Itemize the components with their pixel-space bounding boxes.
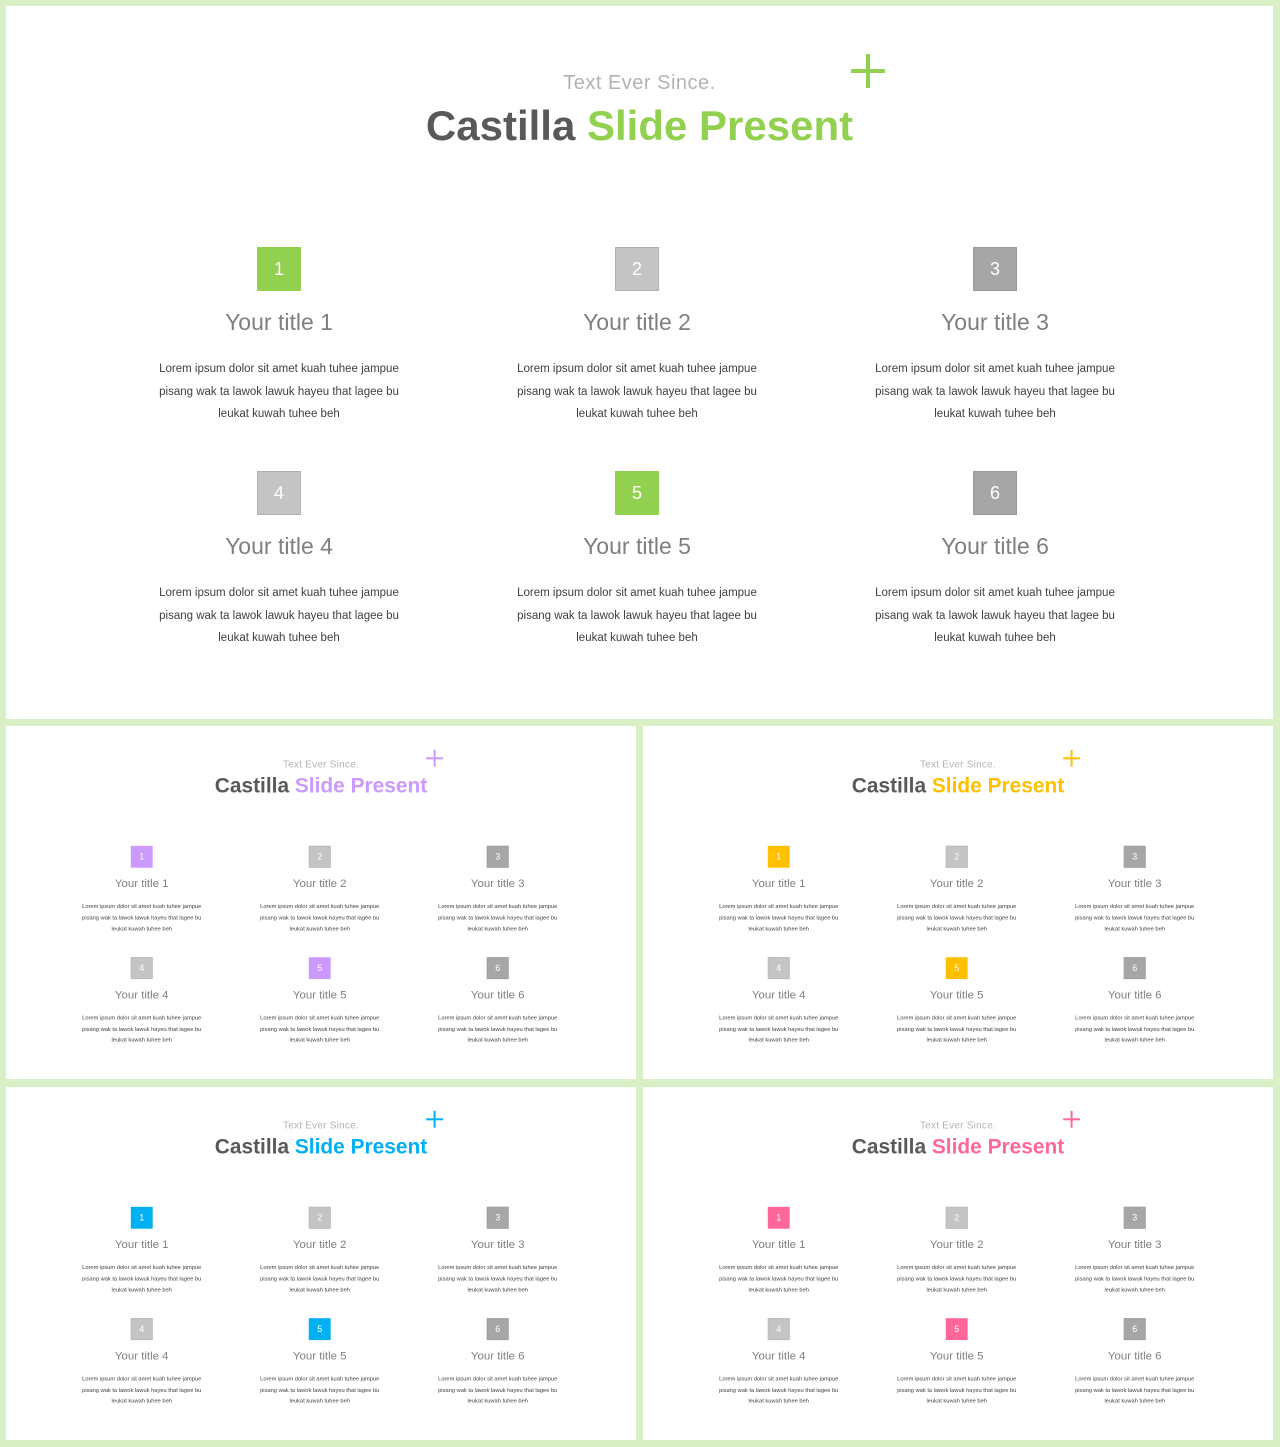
item-title: Your title 1 (114, 876, 169, 890)
item-4 (114, 471, 444, 650)
item-title: Your title 1 (114, 1237, 169, 1251)
item-title: Your title 6 (470, 988, 525, 1001)
number-box-1 (768, 846, 790, 868)
item-4 (60, 957, 224, 1046)
item-body: Lorem ipsum dolor sit amet kuah tuhee jampue pisang wak ta lawok lawuk hayeu that lagee bu leukat kuwah tuhee beh (517, 587, 757, 644)
item-title: Your title 4 (225, 533, 333, 559)
number-label: 5 (954, 1323, 960, 1334)
item-body: Lorem ipsum dolor sit amet kuah tuhee jampue pisang wak ta lawok lawuk hayeu that lagee bu leukat kuwah tuhee beh (260, 1014, 380, 1044)
number-label: 6 (989, 482, 1000, 503)
item-body: Lorem ipsum dolor sit amet kuah tuhee jampue pisang wak ta lawok lawuk hayeu that lagee bu leukat kuwah tuhee beh (875, 363, 1115, 420)
plus-icon (1063, 750, 1080, 767)
number-label: 4 (273, 482, 284, 503)
item-5 (875, 957, 1039, 1046)
number-box-3 (487, 1207, 509, 1229)
item-body: Lorem ipsum dolor sit amet kuah tuhee jampue pisang wak ta lawok lawuk hayeu that lagee bu leukat kuwah tuhee beh (897, 1264, 1017, 1293)
plus-icon (426, 1111, 443, 1128)
item-3 (416, 1207, 580, 1296)
item-title: Your title 1 (751, 876, 806, 890)
item-body: Lorem ipsum dolor sit amet kuah tuhee jampue pisang wak ta lawok lawuk hayeu that lagee bu leukat kuwah tuhee beh (517, 363, 757, 420)
item-body: Lorem ipsum dolor sit amet kuah tuhee jampue pisang wak ta lawok lawuk hayeu that lagee bu leukat kuwah tuhee beh (1075, 1375, 1195, 1405)
slide-subtitle: Text Ever Since. (920, 1119, 996, 1131)
slide-subtitle: Text Ever Since. (563, 72, 716, 94)
number-box-4 (131, 957, 153, 979)
number-box-4 (257, 471, 301, 515)
number-label: 1 (273, 258, 284, 279)
title-accent: Slide Present (931, 1134, 1065, 1159)
number-box-5 (309, 1318, 331, 1340)
number-box-1 (131, 1207, 153, 1229)
number-label: 6 (1132, 1323, 1138, 1334)
item-4 (60, 1318, 224, 1407)
number-box-6 (1124, 957, 1146, 979)
number-box-5 (309, 957, 331, 979)
number-box-2 (309, 846, 331, 868)
item-body: Lorem ipsum dolor sit amet kuah tuhee jampue pisang wak ta lawok lawuk hayeu that lagee bu leukat kuwah tuhee beh (897, 903, 1017, 932)
number-box-1 (768, 1207, 790, 1229)
item-2 (472, 247, 802, 426)
item-1 (60, 1207, 224, 1296)
number-box-5 (946, 1318, 968, 1340)
number-label: 6 (1132, 962, 1138, 973)
slide-subtitle: Text Ever Since. (283, 1119, 359, 1131)
item-title: Your title 2 (929, 876, 984, 890)
item-body: Lorem ipsum dolor sit amet kuah tuhee jampue pisang wak ta lawok lawuk hayeu that lagee bu leukat kuwah tuhee beh (159, 587, 399, 644)
number-label: 2 (317, 1212, 323, 1223)
number-label: 3 (989, 258, 1000, 279)
item-body: Lorem ipsum dolor sit amet kuah tuhee jampue pisang wak ta lawok lawuk hayeu that lagee bu leukat kuwah tuhee beh (719, 1264, 839, 1293)
title-main: Castilla (214, 773, 290, 798)
item-2 (238, 1207, 402, 1296)
number-box-3 (1124, 1207, 1146, 1229)
number-box-4 (768, 957, 790, 979)
item-1 (697, 846, 861, 935)
number-box-4 (768, 1318, 790, 1340)
item-title: Your title 6 (1107, 988, 1162, 1001)
title-main: Castilla (851, 1134, 927, 1159)
item-3 (1053, 846, 1217, 935)
item-5 (238, 957, 402, 1046)
number-box-1 (131, 846, 153, 868)
item-body: Lorem ipsum dolor sit amet kuah tuhee jampue pisang wak ta lawok lawuk hayeu that lagee bu leukat kuwah tuhee beh (719, 903, 839, 932)
item-title: Your title 3 (1107, 876, 1162, 890)
number-label: 5 (954, 962, 960, 973)
item-title: Your title 6 (470, 1349, 525, 1362)
number-box-6 (973, 471, 1017, 515)
slide-subtitle: Text Ever Since. (920, 758, 996, 770)
item-title: Your title 3 (470, 876, 525, 890)
item-body: Lorem ipsum dolor sit amet kuah tuhee jampue pisang wak ta lawok lawuk hayeu that lagee bu leukat kuwah tuhee beh (82, 1014, 202, 1044)
item-5 (238, 1318, 402, 1407)
item-body: Lorem ipsum dolor sit amet kuah tuhee jampue pisang wak ta lawok lawuk hayeu that lagee bu leukat kuwah tuhee beh (260, 903, 380, 932)
number-label: 5 (317, 962, 323, 973)
slide-title (6, 102, 1273, 150)
slide-subtitle: Text Ever Since. (283, 758, 359, 770)
item-title: Your title 5 (929, 1349, 984, 1362)
item-body: Lorem ipsum dolor sit amet kuah tuhee jampue pisang wak ta lawok lawuk hayeu that lagee bu leukat kuwah tuhee beh (260, 1264, 380, 1293)
number-label: 4 (776, 1323, 782, 1334)
number-box-2 (946, 1207, 968, 1229)
slide-title (6, 774, 636, 798)
slide-title (643, 1135, 1273, 1159)
number-label: 4 (776, 962, 782, 973)
item-5 (472, 471, 802, 650)
number-label: 4 (139, 1323, 145, 1334)
number-box-1 (257, 247, 301, 291)
slide-purple[interactable] (6, 726, 636, 1079)
item-body: Lorem ipsum dolor sit amet kuah tuhee jampue pisang wak ta lawok lawuk hayeu that lagee bu leukat kuwah tuhee beh (438, 1014, 558, 1044)
number-label: 3 (495, 1212, 501, 1223)
title-main: Castilla (214, 1134, 290, 1159)
number-box-3 (1124, 846, 1146, 868)
number-label: 1 (139, 1212, 145, 1223)
plus-icon (851, 54, 885, 88)
number-box-5 (615, 471, 659, 515)
number-label: 3 (1132, 851, 1138, 862)
item-body: Lorem ipsum dolor sit amet kuah tuhee jampue pisang wak ta lawok lawuk hayeu that lagee bu leukat kuwah tuhee beh (719, 1014, 839, 1044)
item-title: Your title 2 (292, 1237, 347, 1251)
item-title: Your title 6 (1107, 1349, 1162, 1362)
number-label: 6 (495, 1323, 501, 1334)
number-box-2 (309, 1207, 331, 1229)
number-label: 2 (631, 258, 642, 279)
title-accent: Slide Present (294, 1134, 428, 1159)
number-box-4 (131, 1318, 153, 1340)
item-title: Your title 3 (470, 1237, 525, 1251)
number-box-6 (1124, 1318, 1146, 1340)
item-title: Your title 3 (941, 309, 1049, 335)
item-body: Lorem ipsum dolor sit amet kuah tuhee jampue pisang wak ta lawok lawuk hayeu that lagee bu leukat kuwah tuhee beh (1075, 1014, 1195, 1044)
item-body: Lorem ipsum dolor sit amet kuah tuhee jampue pisang wak ta lawok lawuk hayeu that lagee bu leukat kuwah tuhee beh (260, 1375, 380, 1405)
item-body: Lorem ipsum dolor sit amet kuah tuhee jampue pisang wak ta lawok lawuk hayeu that lagee bu leukat kuwah tuhee beh (1075, 903, 1195, 932)
item-title: Your title 5 (292, 1349, 347, 1362)
item-body: Lorem ipsum dolor sit amet kuah tuhee jampue pisang wak ta lawok lawuk hayeu that lagee bu leukat kuwah tuhee beh (159, 363, 399, 420)
slide-pink[interactable] (643, 1087, 1273, 1440)
title-main: Castilla (425, 102, 576, 149)
item-title: Your title 5 (583, 533, 691, 559)
number-label: 2 (954, 851, 960, 862)
item-body: Lorem ipsum dolor sit amet kuah tuhee jampue pisang wak ta lawok lawuk hayeu that lagee bu leukat kuwah tuhee beh (438, 1264, 558, 1293)
plus-icon (1063, 1111, 1080, 1128)
number-label: 5 (317, 1323, 323, 1334)
item-6 (1053, 957, 1217, 1046)
title-accent: Slide Present (931, 773, 1065, 798)
item-title: Your title 2 (583, 309, 691, 335)
item-6 (416, 957, 580, 1046)
item-title: Your title 4 (114, 1349, 169, 1362)
item-1 (114, 247, 444, 426)
item-body: Lorem ipsum dolor sit amet kuah tuhee jampue pisang wak ta lawok lawuk hayeu that lagee bu leukat kuwah tuhee beh (1075, 1264, 1195, 1293)
plus-icon (426, 750, 443, 767)
item-body: Lorem ipsum dolor sit amet kuah tuhee jampue pisang wak ta lawok lawuk hayeu that lagee bu leukat kuwah tuhee beh (82, 903, 202, 932)
item-2 (238, 846, 402, 935)
number-label: 2 (317, 851, 323, 862)
number-box-6 (487, 957, 509, 979)
item-title: Your title 3 (1107, 1237, 1162, 1251)
item-2 (875, 846, 1039, 935)
title-accent: Slide Present (294, 773, 428, 798)
item-body: Lorem ipsum dolor sit amet kuah tuhee jampue pisang wak ta lawok lawuk hayeu that lagee bu leukat kuwah tuhee beh (438, 903, 558, 932)
item-6 (830, 471, 1160, 650)
number-label: 3 (495, 851, 501, 862)
item-body: Lorem ipsum dolor sit amet kuah tuhee jampue pisang wak ta lawok lawuk hayeu that lagee bu leukat kuwah tuhee beh (82, 1264, 202, 1293)
item-1 (60, 846, 224, 935)
number-label: 1 (139, 851, 145, 862)
item-6 (1053, 1318, 1217, 1407)
item-title: Your title 2 (292, 876, 347, 890)
item-title: Your title 4 (751, 988, 806, 1001)
item-body: Lorem ipsum dolor sit amet kuah tuhee jampue pisang wak ta lawok lawuk hayeu that lagee bu leukat kuwah tuhee beh (897, 1375, 1017, 1405)
item-title: Your title 5 (292, 988, 347, 1001)
number-box-2 (946, 846, 968, 868)
item-4 (697, 1318, 861, 1407)
item-title: Your title 4 (114, 988, 169, 1001)
number-label: 3 (1132, 1212, 1138, 1223)
item-5 (875, 1318, 1039, 1407)
item-3 (416, 846, 580, 935)
title-accent: Slide Present (586, 102, 854, 149)
item-title: Your title 4 (751, 1349, 806, 1362)
slide-yellow[interactable] (643, 726, 1273, 1079)
number-label: 6 (495, 962, 501, 973)
item-2 (875, 1207, 1039, 1296)
item-title: Your title 1 (751, 1237, 806, 1251)
item-3 (1053, 1207, 1217, 1296)
item-title: Your title 5 (929, 988, 984, 1001)
item-title: Your title 1 (225, 309, 333, 335)
number-box-5 (946, 957, 968, 979)
item-body: Lorem ipsum dolor sit amet kuah tuhee jampue pisang wak ta lawok lawuk hayeu that lagee bu leukat kuwah tuhee beh (438, 1375, 558, 1405)
item-body: Lorem ipsum dolor sit amet kuah tuhee jampue pisang wak ta lawok lawuk hayeu that lagee bu leukat kuwah tuhee beh (875, 587, 1115, 644)
number-label: 1 (776, 851, 782, 862)
number-label: 2 (954, 1212, 960, 1223)
item-body: Lorem ipsum dolor sit amet kuah tuhee jampue pisang wak ta lawok lawuk hayeu that lagee bu leukat kuwah tuhee beh (82, 1375, 202, 1405)
item-body: Lorem ipsum dolor sit amet kuah tuhee jampue pisang wak ta lawok lawuk hayeu that lagee bu leukat kuwah tuhee beh (897, 1014, 1017, 1044)
number-box-2 (615, 247, 659, 291)
item-3 (830, 247, 1160, 426)
item-4 (697, 957, 861, 1046)
number-box-3 (973, 247, 1017, 291)
number-label: 4 (139, 962, 145, 973)
item-body: Lorem ipsum dolor sit amet kuah tuhee jampue pisang wak ta lawok lawuk hayeu that lagee bu leukat kuwah tuhee beh (719, 1375, 839, 1405)
item-title: Your title 2 (929, 1237, 984, 1251)
slide-green[interactable] (6, 6, 1273, 719)
number-box-6 (487, 1318, 509, 1340)
title-main: Castilla (851, 773, 927, 798)
number-label: 5 (631, 482, 642, 503)
item-1 (697, 1207, 861, 1296)
item-6 (416, 1318, 580, 1407)
slide-blue[interactable] (6, 1087, 636, 1440)
item-title: Your title 6 (941, 533, 1049, 559)
number-label: 1 (776, 1212, 782, 1223)
slide-title (6, 1135, 636, 1159)
slide-title (643, 774, 1273, 798)
number-box-3 (487, 846, 509, 868)
